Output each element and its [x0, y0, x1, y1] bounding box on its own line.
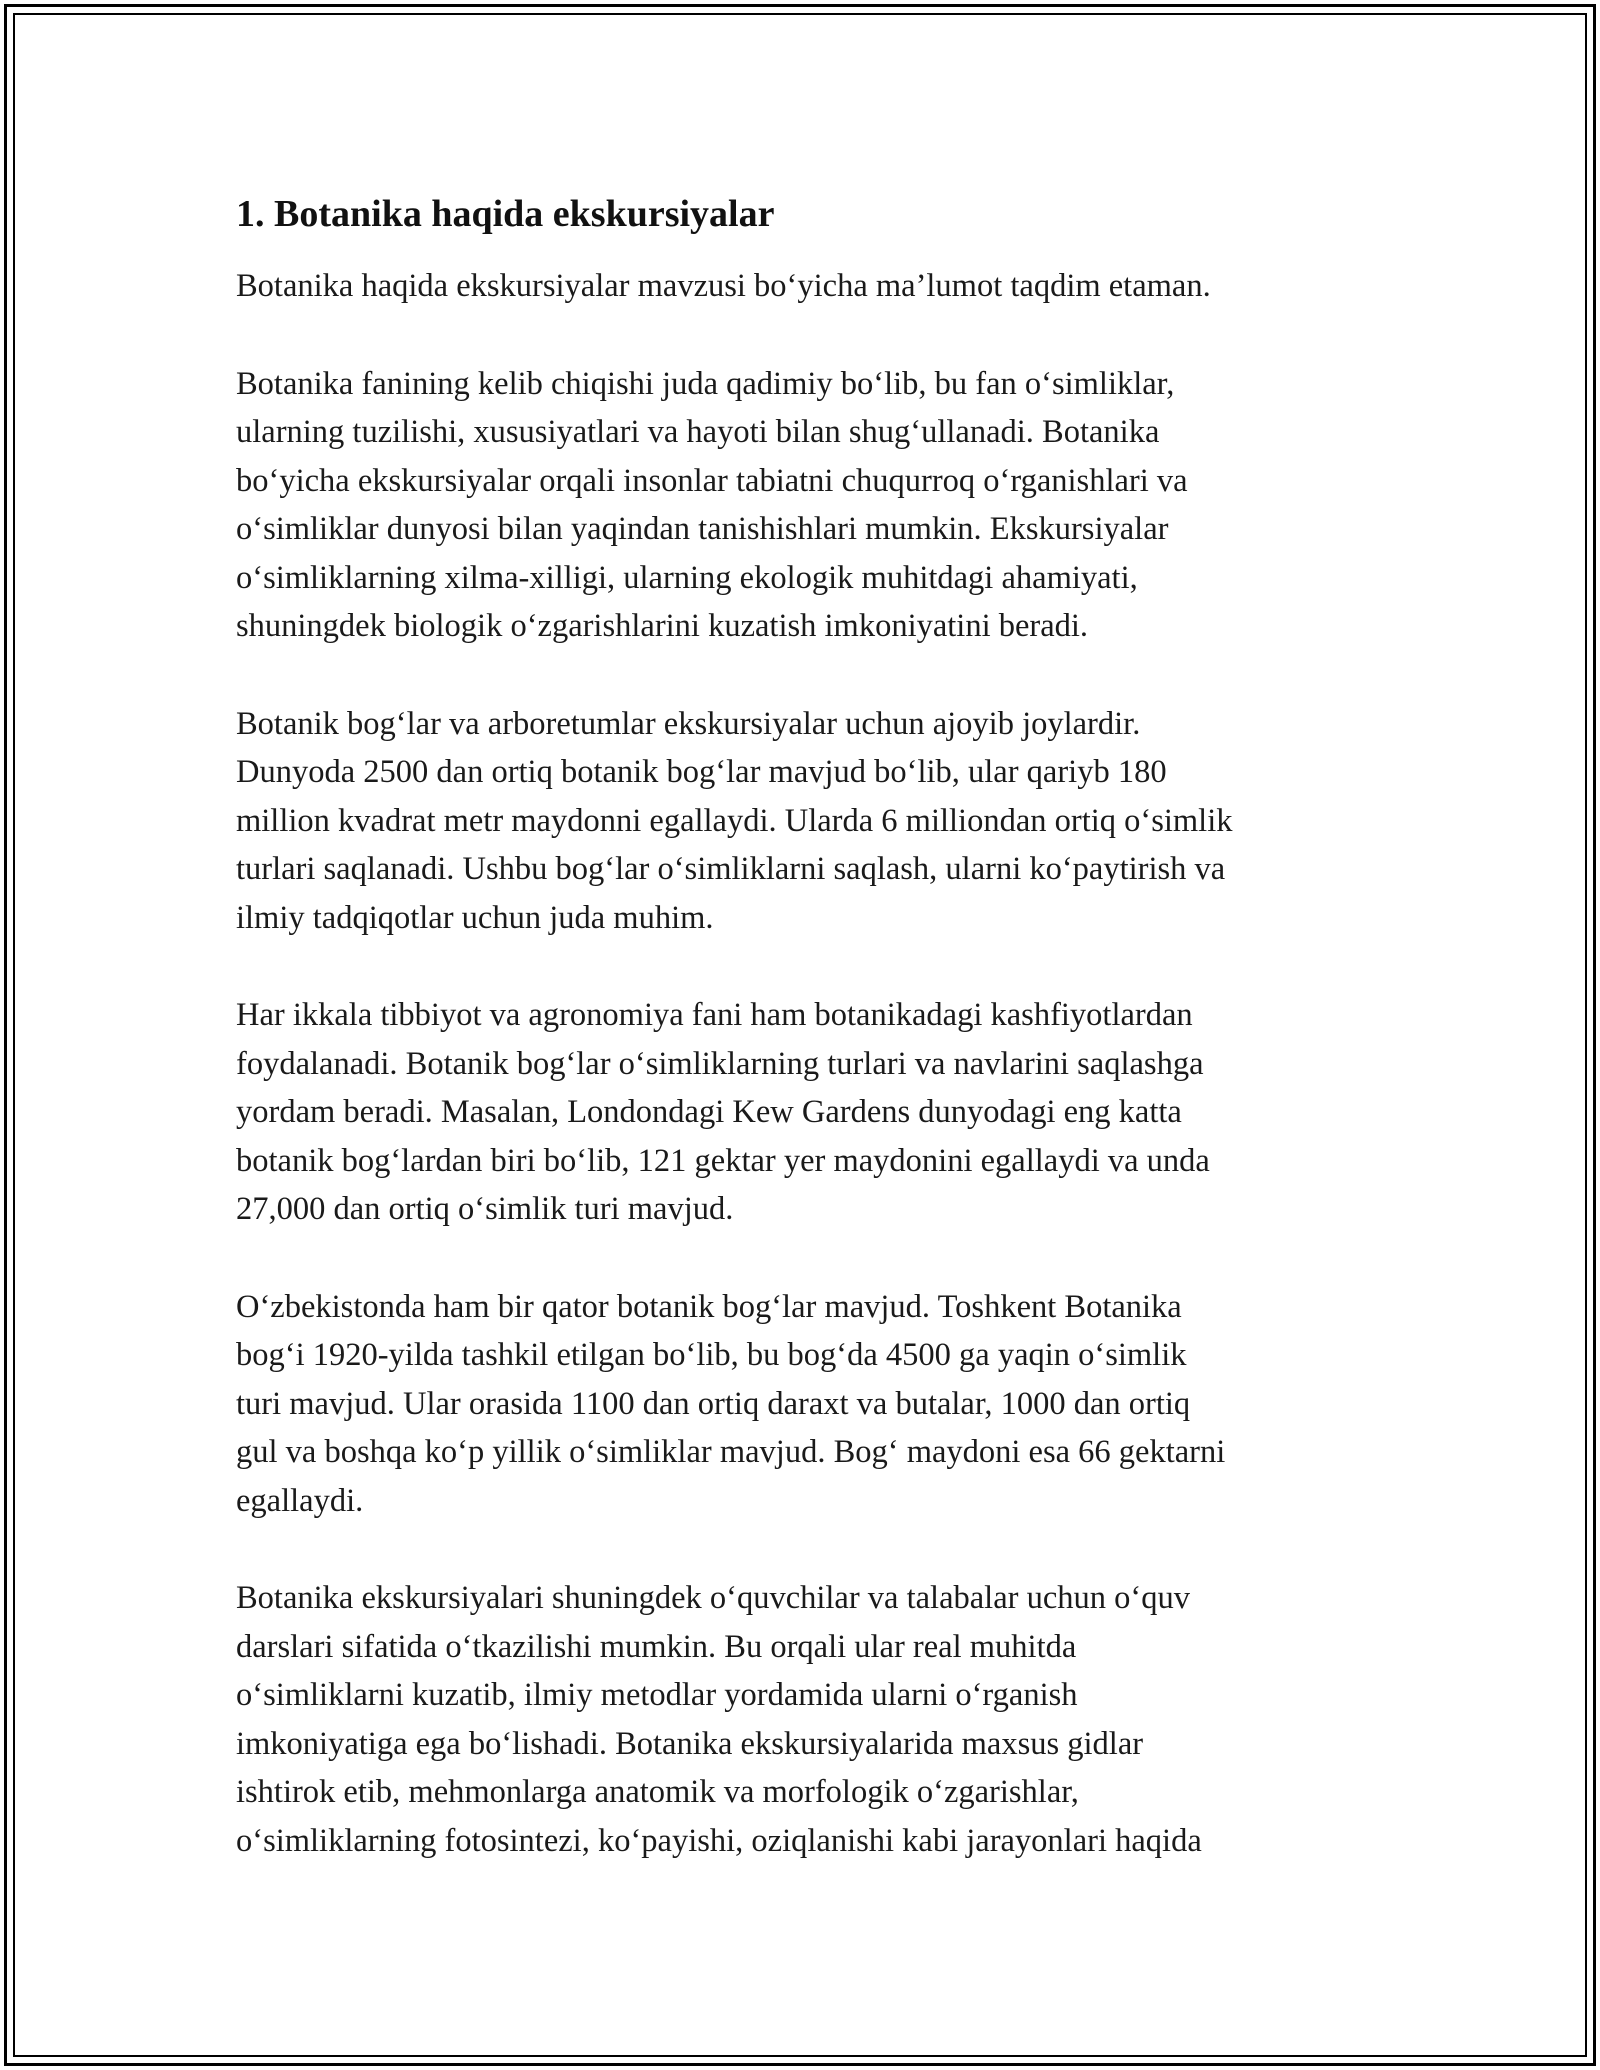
- document-title: 1. Botanika haqida ekskursiyalar: [236, 193, 775, 235]
- paragraph-line: shuningdek biologik o‘zgarishlarini kuzatish imkoniyatini beradi.: [236, 608, 1089, 644]
- paragraph-line: imkoniyatiga ega bo‘lishadi. Botanika ekskursiyalarida maxsus gidlar: [236, 1725, 1144, 1762]
- paragraph-line: Dunyoda 2500 dan ortiq botanik bog‘lar mavjud bo‘lib, ular qariyb 180: [236, 754, 1167, 790]
- paragraph-line: million kvadrat metr maydonni egallaydi. Ularda 6 milliondan ortiq o‘simlik: [236, 802, 1233, 839]
- paragraph-line: O‘zbekistonda ham bir qator botanik bog‘lar mavjud. Toshkent Botanika: [236, 1288, 1182, 1325]
- paragraph-line: Har ikkala tibbiyot va agronomiya fani ham botanikadagi kashfiyotlardan: [236, 997, 1193, 1033]
- paragraph-line: bog‘i 1920-yilda tashkil etilgan bo‘lib, bu bog‘da 4500 ga yaqin o‘simlik: [236, 1337, 1187, 1373]
- paragraph-line: bo‘yicha ekskursiyalar orqali insonlar tabiatni chuqurroq o‘rganishlari va: [236, 462, 1188, 499]
- paragraph-line: ishtirok etib, mehmonlarga anatomik va morfologik o‘zgarishlar,: [236, 1774, 1079, 1810]
- paragraph-line: 27,000 dan ortiq o‘simlik turi mavjud.: [236, 1191, 734, 1227]
- paragraph-line: o‘simliklarning fotosintezi, ko‘payishi, oziqlanishi kabi jarayonlari haqida: [236, 1822, 1202, 1859]
- paragraph-intro: [236, 262, 1366, 311]
- paragraph-line: egallaydi.: [236, 1482, 364, 1519]
- paragraph-line: Botanika ekskursiyalari shuningdek o‘quvchilar va talabalar uchun o‘quv: [236, 1580, 1190, 1616]
- paragraph-line: gul va boshqa ko‘p yillik o‘simliklar mavjud. Bog‘ maydoni esa 66 gektarni: [236, 1434, 1226, 1470]
- paragraph-line: turlari saqlanadi. Ushbu bog‘lar o‘simliklarni saqlash, ularni ko‘paytirish va: [236, 851, 1226, 887]
- document-body: [236, 188, 1366, 1914]
- paragraph-gardens: [236, 700, 1366, 943]
- paragraph-uzbekistan: [236, 1283, 1366, 1526]
- paragraph-education: [236, 1574, 1366, 1865]
- paragraph-line: Botanika haqida ekskursiyalar mavzusi bo‘yicha ma’lumot taqdim etaman.: [236, 268, 1211, 304]
- paragraph-line: ilmiy tadqiqotlar uchun juda muhim.: [236, 899, 714, 936]
- paragraph-line: o‘simliklar dunyosi bilan yaqindan tanishishlari mumkin. Ekskursiyalar: [236, 511, 1169, 547]
- paragraph-line: Botanik bog‘lar va arboretumlar ekskursiyalar uchun ajoyib joylardir.: [236, 705, 1141, 742]
- paragraph-origin: [236, 360, 1366, 651]
- paragraph-medicine: [236, 991, 1366, 1234]
- paragraph-line: botanik bog‘lardan biri bo‘lib, 121 gektar yer maydonini egallaydi va unda: [236, 1142, 1210, 1179]
- paragraph-line: o‘simliklarning xilma-xilligi, ularning ekologik muhitdagi ahamiyati,: [236, 559, 1138, 596]
- paragraph-line: turi mavjud. Ular orasida 1100 dan ortiq daraxt va butalar, 1000 dan ortiq: [236, 1385, 1191, 1422]
- paragraph-line: foydalanadi. Botanik bog‘lar o‘simliklarning turlari va navlarini saqlashga: [236, 1045, 1204, 1082]
- paragraph-line: darslari sifatida o‘tkazilishi mumkin. Bu orqali ular real muhitda: [236, 1628, 1077, 1665]
- paragraph-line: o‘simliklarni kuzatib, ilmiy metodlar yordamida ularni o‘rganish: [236, 1677, 1078, 1713]
- paragraph-line: ularning tuzilishi, xususiyatlari va hayoti bilan shug‘ullanadi. Botanika: [236, 414, 1160, 450]
- paragraph-line: Botanika fanining kelib chiqishi juda qadimiy bo‘lib, bu fan o‘simliklar,: [236, 365, 1175, 402]
- paragraph-line: yordam beradi. Masalan, Londondagi Kew Gardens dunyodagi eng katta: [236, 1094, 1182, 1130]
